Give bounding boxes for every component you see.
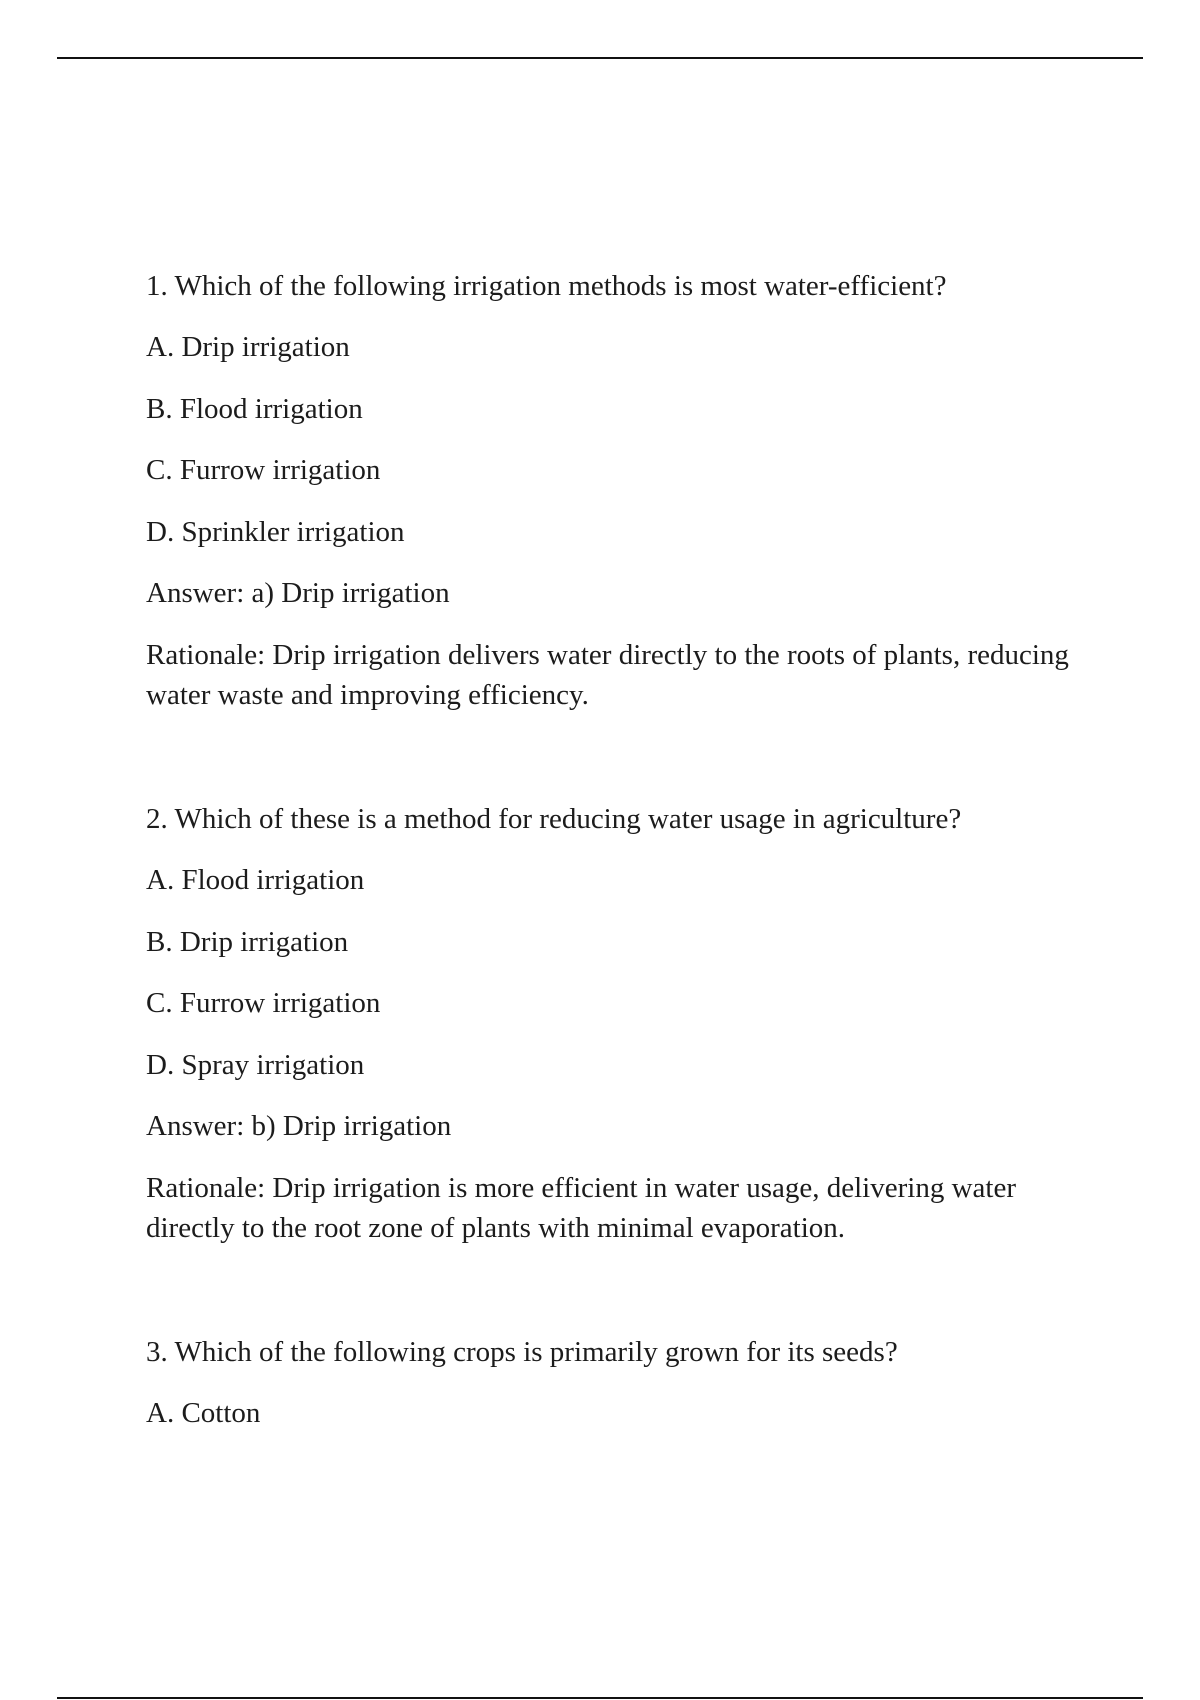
question-1-prompt: 1. Which of the following irrigation methods is most water-efficient? xyxy=(146,270,947,302)
question-3-prompt: 3. Which of the following crops is primarily grown for its seeds? xyxy=(146,1336,898,1368)
question-2-rationale: Rationale: Drip irrigation is more efficient in water usage, delivering water directly to the root zone of plants with minimal evaporation. xyxy=(146,1172,1016,1244)
question-1-option-d: D. Sprinkler irrigation xyxy=(146,516,405,548)
question-2-option-c: C. Furrow irrigation xyxy=(146,987,381,1019)
question-1-option-a: A. Drip irrigation xyxy=(146,331,350,363)
question-2-option-a: A. Flood irrigation xyxy=(146,864,365,896)
bottom-rule xyxy=(57,1697,1143,1699)
question-1-option-c: C. Furrow irrigation xyxy=(146,454,381,486)
question-2-option-b: B. Drip irrigation xyxy=(146,926,349,958)
question-2-prompt: 2. Which of these is a method for reducing water usage in agriculture? xyxy=(146,803,962,835)
question-1-answer: Answer: a) Drip irrigation xyxy=(146,577,450,609)
question-1-rationale: Rationale: Drip irrigation delivers water directly to the roots of plants, reducing water waste and improving efficiency. xyxy=(146,639,1069,711)
question-1-option-b: B. Flood irrigation xyxy=(146,393,363,425)
question-3-option-a: A. Cotton xyxy=(146,1397,261,1429)
top-rule xyxy=(57,57,1143,59)
question-2-option-d: D. Spray irrigation xyxy=(146,1049,365,1081)
question-2-answer: Answer: b) Drip irrigation xyxy=(146,1110,452,1142)
